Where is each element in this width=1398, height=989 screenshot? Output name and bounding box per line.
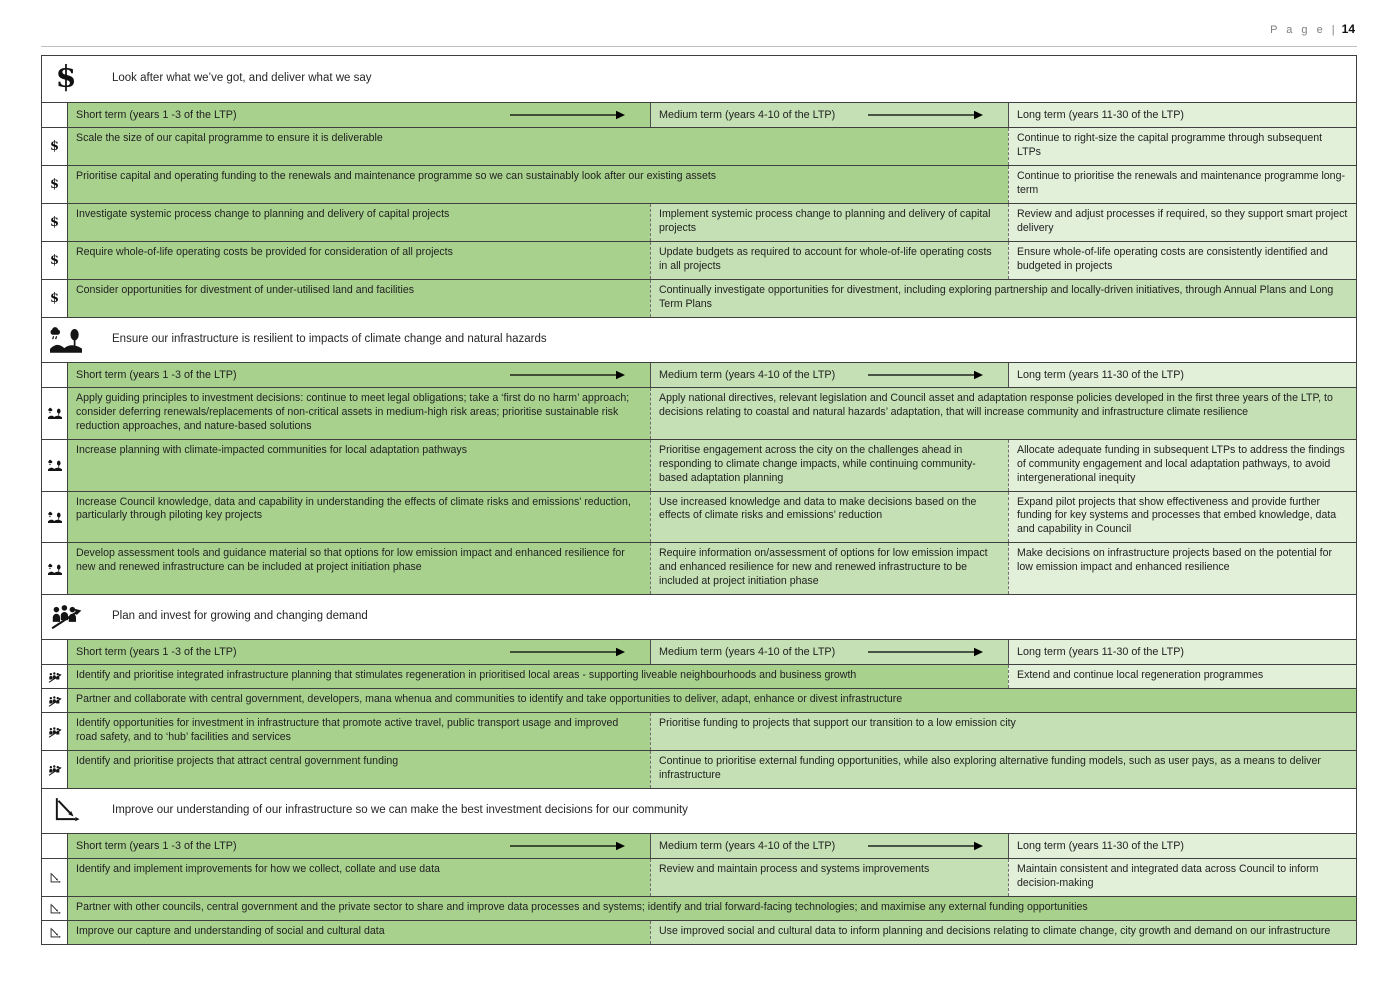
row-icon-cell	[42, 492, 68, 543]
long-term-label: Long term (years 11-30 of the LTP)	[1017, 108, 1185, 121]
action-cell-long: Review and adjust processes if required, so they support smart project delivery	[1008, 204, 1356, 241]
action-cell-long: Continue to right-size the capital programme through subsequent LTPs	[1008, 128, 1356, 165]
action-cell-short: Identify and implement improvements for how we collect, collate and use data	[68, 859, 650, 896]
chart-icon	[48, 927, 62, 939]
row-icon-cell	[42, 859, 68, 896]
action-cell-medium: Use improved social and cultural data to inform planning and decisions relating to climate change, city growth and demand on our infrastructure	[650, 921, 1356, 944]
dollar-icon: $	[49, 290, 60, 306]
timeline-arrow-icon	[510, 370, 626, 380]
row-icon-cell	[42, 689, 68, 712]
action-cell-medium: Require information on/assessment of options for low emission impact and enhanced resilience for new and renewed infrastructure to be included at project initiation phase	[650, 543, 1008, 594]
timeline-arrow-icon	[868, 647, 984, 657]
section-title-text: Plan and invest for growing and changing demand	[112, 610, 368, 623]
people-icon	[48, 764, 62, 776]
action-cell-medium: Apply national directives, relevant legislation and Council asset and adaptation response policies developed in the first three years of the LTP, to decisions relating to coastal and natural hazards’ adaptation, that will increase community and infrastructure climate resilience	[650, 388, 1356, 439]
chart-icon	[50, 796, 82, 824]
page-header	[41, 16, 1357, 47]
action-row	[42, 491, 1356, 543]
people-icon	[50, 602, 82, 630]
timeline-arrow-icon	[510, 647, 626, 657]
action-cell-long: Allocate adequate funding in subsequent LTPs to address the findings of community engagement and local adaptation pathways, to avoid intergenerational inequity	[1008, 440, 1356, 491]
action-cell-medium: Continue to prioritise external funding opportunities, while also exploring alternative funding models, such as user pays, as a means to deliver infrastructure	[650, 751, 1356, 788]
section-title-understanding	[42, 788, 1356, 833]
short-term-label: Short term (years 1 -3 of the LTP)	[76, 108, 237, 121]
long-term-header	[1008, 103, 1356, 127]
row-icon-cell	[42, 440, 68, 491]
timeframe-header-row	[42, 833, 1356, 858]
action-cell-short: Increase Council knowledge, data and capability in understanding the effects of climate risks and emissions' reduction, particularly through piloting key projects	[68, 492, 650, 543]
section-icon-cell	[42, 602, 90, 630]
action-cell-medium: Prioritise funding to projects that support our transition to a low emission city	[650, 713, 1356, 750]
section-icon-cell	[42, 60, 90, 95]
action-row	[42, 203, 1356, 241]
action-cell-medium: Prioritise engagement across the city on the challenges ahead in responding to climate change impacts, while continuing community-based adaptation planning	[650, 440, 1008, 491]
page-number-label: P a g e |	[1270, 24, 1338, 36]
action-row	[42, 241, 1356, 279]
icon-column-header	[42, 363, 68, 387]
section-icon-cell	[42, 325, 90, 353]
row-icon-cell	[42, 388, 68, 439]
long-term-label: Long term (years 11-30 of the LTP)	[1017, 368, 1185, 381]
dollar-icon: $	[49, 138, 60, 154]
medium-term-header	[650, 103, 1008, 127]
row-icon-cell	[42, 665, 68, 688]
row-icon-cell	[42, 921, 68, 944]
action-cell-long: Maintain consistent and integrated data across Council to inform decision-making	[1008, 859, 1356, 896]
action-row	[42, 664, 1356, 688]
short-term-header	[68, 834, 650, 858]
row-icon-cell	[42, 751, 68, 788]
row-icon-cell	[42, 128, 68, 165]
long-term-label: Long term (years 11-30 of the LTP)	[1017, 646, 1185, 659]
action-row	[42, 127, 1356, 165]
action-row	[42, 920, 1356, 944]
timeframe-header-row	[42, 362, 1356, 387]
timeline-arrow-icon	[868, 370, 984, 380]
short-term-label: Short term (years 1 -3 of the LTP)	[76, 646, 237, 659]
action-cell-short: Identify and prioritise projects that attract central government funding	[68, 751, 650, 788]
short-term-header	[68, 363, 650, 387]
timeline-arrow-icon	[510, 841, 626, 851]
page-number: 14	[1341, 22, 1355, 36]
action-row	[42, 439, 1356, 491]
section-title-text: Improve our understanding of our infrastructure so we can make the best investment decisions for our community	[112, 804, 688, 817]
timeline-arrow-icon	[868, 841, 984, 851]
row-icon-cell	[42, 713, 68, 750]
action-cell-short: Increase planning with climate-impacted communities for local adaptation pathways	[68, 440, 650, 491]
action-cell-long: Continue to prioritise the renewals and maintenance programme long-term	[1008, 166, 1356, 203]
action-row	[42, 896, 1356, 920]
climate-icon	[48, 407, 62, 419]
short-term-label: Short term (years 1 -3 of the LTP)	[76, 840, 237, 852]
action-row	[42, 165, 1356, 203]
dollar-icon: $	[49, 176, 60, 192]
row-icon-cell	[42, 897, 68, 920]
long-term-header	[1008, 834, 1356, 858]
medium-term-label: Medium term (years 4-10 of the LTP)	[659, 108, 836, 121]
action-cell-short: Require whole-of-life operating costs be provided for consideration of all projects	[68, 242, 650, 279]
action-cell-short: Consider opportunities for divestment of under-utilised land and facilities	[68, 280, 650, 317]
action-cell-short: Identify and prioritise integrated infrastructure planning that stimulates regeneration in prioritised local areas - supporting liveable neighbourhoods and business growth	[68, 665, 1008, 688]
timeframe-header-row	[42, 102, 1356, 127]
strategy-table	[41, 55, 1357, 945]
action-cell-medium: Review and maintain process and systems improvements	[650, 859, 1008, 896]
action-row	[42, 279, 1356, 317]
climate-icon	[48, 563, 62, 575]
row-icon-cell	[42, 242, 68, 279]
action-cell-short: Scale the size of our capital programme to ensure it is deliverable	[68, 128, 1008, 165]
action-row	[42, 712, 1356, 750]
medium-term-label: Medium term (years 4-10 of the LTP)	[659, 368, 836, 381]
row-icon-cell	[42, 166, 68, 203]
long-term-label: Long term (years 11-30 of the LTP)	[1017, 840, 1185, 852]
long-term-header	[1008, 363, 1356, 387]
dollar-icon: $	[55, 60, 77, 95]
row-icon-cell	[42, 204, 68, 241]
action-row	[42, 858, 1356, 896]
long-term-header	[1008, 640, 1356, 664]
action-cell-long: Expand pilot projects that show effectiveness and provide further funding for key systems and processes that embed knowledge, data and capability in Council	[1008, 492, 1356, 543]
timeline-arrow-icon	[868, 110, 984, 120]
medium-term-header	[650, 834, 1008, 858]
short-term-header	[68, 640, 650, 664]
dollar-icon: $	[49, 252, 60, 268]
people-icon	[48, 726, 62, 738]
section-title-deliver	[42, 56, 1356, 102]
section-title-text: Ensure our infrastructure is resilient to impacts of climate change and natural hazards	[112, 332, 547, 345]
section-title-demand	[42, 594, 1356, 639]
action-cell-short: Develop assessment tools and guidance material so that options for low emission impact and enhanced resilience for new and renewed infrastructure can be included at project initiation phase	[68, 543, 650, 594]
icon-column-header	[42, 834, 68, 858]
short-term-header	[68, 103, 650, 127]
row-icon-cell	[42, 543, 68, 594]
action-cell-short: Partner and collaborate with central government, developers, mana whenua and communities to identify and take opportunities to deliver, adapt, enhance or divest infrastructure	[68, 689, 1356, 712]
action-row	[42, 688, 1356, 712]
medium-term-label: Medium term (years 4-10 of the LTP)	[659, 646, 836, 659]
timeline-arrow-icon	[510, 110, 626, 120]
action-cell-short: Improve our capture and understanding of social and cultural data	[68, 921, 650, 944]
icon-column-header	[42, 640, 68, 664]
section-title-resilience	[42, 317, 1356, 362]
icon-column-header	[42, 103, 68, 127]
action-cell-short: Partner with other councils, central government and the private sector to share and improve data processes and systems; identify and trial forward-facing technologies; and maximise any external funding opportunities	[68, 897, 1356, 920]
chart-icon	[48, 903, 62, 915]
action-cell-short: Identify opportunities for investment in infrastructure that promote active travel, public transport usage and improved road safety, and to ‘hub’ facilities and services	[68, 713, 650, 750]
people-icon	[48, 695, 62, 707]
medium-term-header	[650, 640, 1008, 664]
climate-icon	[50, 325, 82, 353]
action-cell-medium: Use increased knowledge and data to make decisions based on the effects of climate risks and emissions’ reduction	[650, 492, 1008, 543]
row-icon-cell	[42, 280, 68, 317]
action-cell-short: Investigate systemic process change to planning and delivery of capital projects	[68, 204, 650, 241]
section-title-text: Look after what we’ve got, and deliver what we say	[112, 72, 372, 84]
climate-icon	[48, 459, 62, 471]
action-row	[42, 750, 1356, 788]
action-cell-long: Ensure whole-of-life operating costs are consistently identified and budgeted in projects	[1008, 242, 1356, 279]
chart-icon	[48, 872, 62, 884]
medium-term-label: Medium term (years 4-10 of the LTP)	[659, 840, 836, 852]
action-cell-short: Prioritise capital and operating funding to the renewals and maintenance programme so we can sustainably look after our existing assets	[68, 166, 1008, 203]
action-cell-medium: Continually investigate opportunities for divestment, including exploring partnership and locally-driven initiatives, through Annual Plans and Long Term Plans	[650, 280, 1356, 317]
action-cell-short: Apply guiding principles to investment decisions: continue to meet legal obligations; take a ‘first do no harm’ approach; consider deferring renewals/replacements of non-critical assets in medium-high risk areas; prioritise sustainable risk reduction approaches, and nature-based solutions	[68, 388, 650, 439]
action-cell-medium: Implement systemic process change to planning and delivery of capital projects	[650, 204, 1008, 241]
climate-icon	[48, 511, 62, 523]
medium-term-header	[650, 363, 1008, 387]
short-term-label: Short term (years 1 -3 of the LTP)	[76, 368, 237, 381]
timeframe-header-row	[42, 639, 1356, 664]
action-row	[42, 387, 1356, 439]
action-row	[42, 542, 1356, 594]
dollar-icon: $	[49, 214, 60, 230]
action-cell-long: Make decisions on infrastructure projects based on the potential for low emission impact and enhanced resilience	[1008, 543, 1356, 594]
action-cell-medium: Update budgets as required to account for whole-of-life operating costs in all projects	[650, 242, 1008, 279]
action-cell-long: Extend and continue local regeneration programmes	[1008, 665, 1356, 688]
section-icon-cell	[42, 796, 90, 824]
people-icon	[48, 671, 62, 683]
